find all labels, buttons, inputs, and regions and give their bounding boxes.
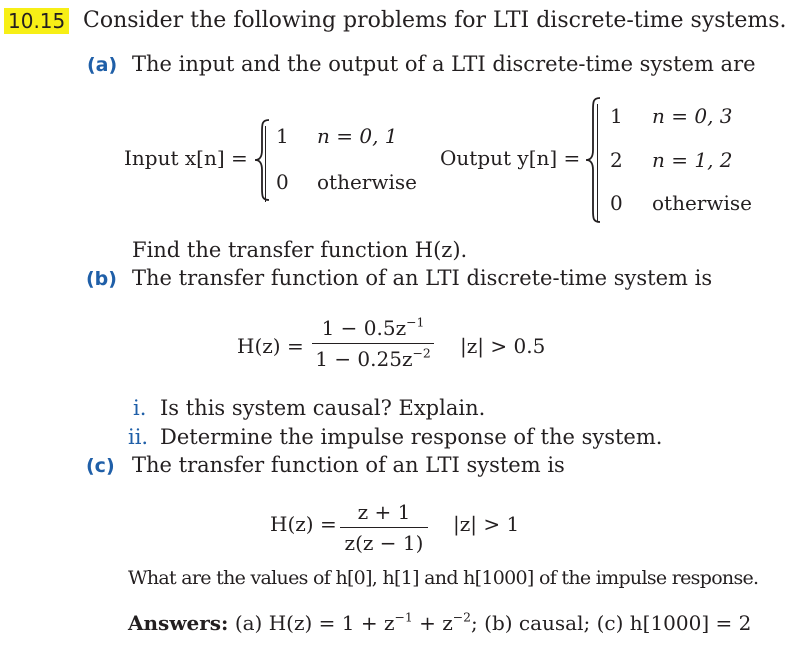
problem-intro: Consider the following problems for LTI discrete-time systems. bbox=[83, 8, 787, 33]
answer-rest: ; (b) causal; (c) h[1000] = 2 bbox=[471, 611, 752, 635]
problem-number: 10.15 bbox=[4, 8, 69, 34]
part-c-text: The transfer function of an LTI system is bbox=[132, 453, 565, 477]
part-c-fraction bbox=[340, 500, 428, 555]
part-a-task: Find the transfer function H(z). bbox=[132, 238, 468, 262]
part-b-label: (b) bbox=[86, 268, 117, 290]
part-b-item-text: Is this system causal? Explain. bbox=[160, 396, 486, 420]
part-c-question: What are the values of h[0], h[1] and h[1000] of the impulse response. bbox=[128, 567, 759, 589]
answer-a-exp2: −2 bbox=[452, 609, 472, 625]
part-b-text: The transfer function of an LTI discrete-time system is bbox=[132, 266, 713, 290]
part-b-item-marker: i. bbox=[133, 396, 147, 420]
part-b-lhs: H(z) = bbox=[237, 334, 304, 358]
answer-a-mid: + z bbox=[412, 611, 453, 635]
output-brace-icon bbox=[584, 96, 602, 224]
part-a-label: (a) bbox=[87, 54, 118, 76]
part-b-roc: |z| > 0.5 bbox=[460, 334, 546, 358]
output-case-condition: otherwise bbox=[652, 191, 752, 215]
part-c-denominator: z(z − 1) bbox=[344, 531, 424, 555]
output-case-value: 1 bbox=[610, 104, 623, 128]
input-cases-rule bbox=[265, 126, 266, 202]
part-b-item-text: Determine the impulse response of the system. bbox=[160, 425, 663, 449]
input-case-condition: n = 0, 1 bbox=[317, 124, 398, 148]
part-b-fraction bbox=[312, 316, 434, 371]
output-cases-rule bbox=[597, 104, 598, 222]
output-label: Output y[n] = bbox=[440, 146, 581, 170]
part-a-text: The input and the output of a LTI discrete-time system are bbox=[132, 52, 756, 76]
input-case-condition: otherwise bbox=[317, 170, 417, 194]
part-c-numerator: z + 1 bbox=[357, 500, 411, 524]
part-b-numerator: 1 − 0.5z bbox=[321, 316, 407, 340]
part-c-label: (c) bbox=[86, 455, 115, 477]
input-label: Input x[n] = bbox=[124, 146, 248, 170]
answer-a-prefix: (a) H(z) = 1 + z bbox=[234, 611, 395, 635]
answers-line bbox=[128, 609, 752, 635]
part-b-numerator-exp: −1 bbox=[406, 314, 425, 330]
output-case-condition: n = 0, 3 bbox=[652, 104, 733, 128]
input-brace-icon bbox=[253, 118, 271, 202]
input-case-value: 0 bbox=[276, 170, 289, 194]
part-c-lhs: H(z) = bbox=[270, 512, 337, 536]
part-b-item-marker: ii. bbox=[128, 425, 149, 449]
part-b-denominator-exp: −2 bbox=[412, 345, 431, 361]
part-b-denominator: 1 − 0.25z bbox=[315, 347, 413, 371]
output-case-value: 2 bbox=[610, 148, 623, 172]
answer-a-exp1: −1 bbox=[394, 609, 413, 625]
output-case-value: 0 bbox=[610, 191, 623, 215]
answers-label: Answers: bbox=[128, 611, 229, 635]
output-case-condition: n = 1, 2 bbox=[652, 148, 733, 172]
input-case-value: 1 bbox=[276, 124, 289, 148]
part-c-roc: |z| > 1 bbox=[453, 512, 520, 536]
